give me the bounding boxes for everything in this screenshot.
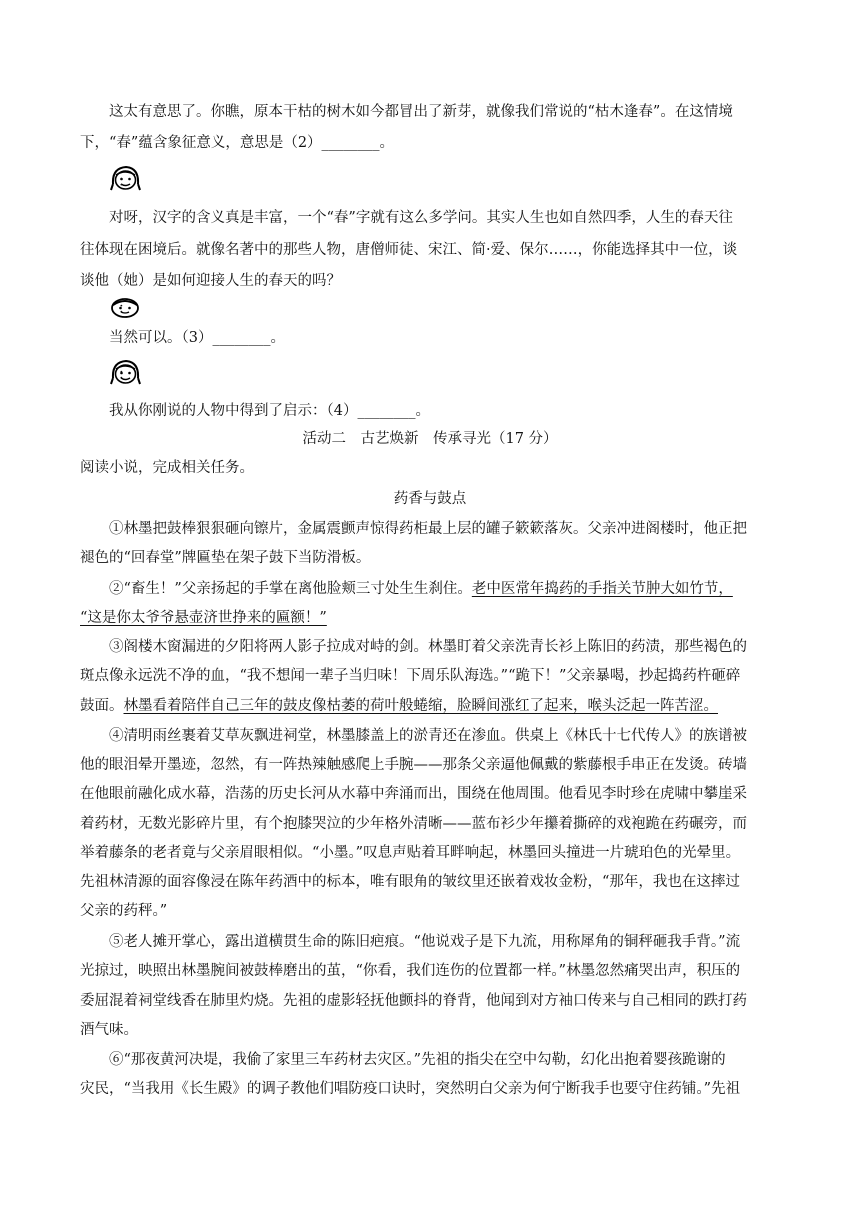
speaker-colon: ： [118, 301, 133, 317]
story-para-4-line-2: 他的眼泪晕开墨迹，忽然，有一阵热辣触感爬上手腕——那条父亲逼他佩戴的紫藤根手串正在发烫。砖墙 [80, 757, 747, 773]
dialogue-paragraph-4: 我从你刚说的人物中得到了启示：（4）________。 [109, 403, 430, 419]
story-para-3-line-3 [80, 694, 780, 718]
story-para-4-line-4: 着药材，无数光影碎片里，有个抱膝哭泣的少年格外清晰——蓝布衫少年攥着撕碎的戏袍跪在药碾旁，而 [80, 816, 747, 832]
story-para-5-line-1: ⑤老人摊开掌心，露出道横贯生命的陈旧疤痕。“他说戏子是下九流，用称犀角的铜秤砸我手背。”流 [109, 934, 741, 950]
story-para-1-line-2: 褪色的“回春堂”牌匾垫在架子鼓下当防滑板。 [80, 550, 371, 566]
dialogue-paragraph-1-line-1: 这太有意思了。你瞧，原本干枯的树木如今都冒出了新芽，就像我们常说的“枯木逢春”。在这情境 [109, 104, 733, 120]
speaker-colon: ： [118, 174, 133, 190]
activity-title: 活动二 古艺焕新 传承寻光（17 分） [302, 431, 558, 447]
underlined-sentence: 林墨看着陪伴自己三年的鼓皮像枯萎的荷叶般蜷缩，脸瞬间涨红了起来，喉头泛起一阵苦涩。 [123, 698, 718, 714]
dialogue-paragraph-3: 当然可以。（3）________。 [109, 330, 285, 346]
underlined-sentence: 老中医常年捣药的手指关节肿大如竹节， [471, 581, 733, 597]
story-para-1-line-1: ①林墨把鼓棒狠狠砸向镲片，金属震颤声惊得药柜最上层的罐子簌簌落灰。父亲冲进阁楼时，他正把 [109, 521, 747, 537]
activity-instruction: 阅读小说，完成相关任务。 [80, 460, 254, 476]
story-para-5-line-4: 酒气味。 [80, 1022, 138, 1038]
story-para-2-line-2-underlined: “这是你太爷爷悬壶济世挣来的匾额！” [80, 610, 327, 626]
dialogue-paragraph-2-line-1: 对呀，汉字的含义真是丰富，一个“春”字就有这么多学问。其实人生也如自然四季，人生的春天往 [109, 210, 733, 226]
story-para-5-line-3: 委屈混着祠堂线香在肺里灼烧。先祖的虚影轻抚他颤抖的脊背，他闻到对方袖口传来与自己相同的跌打药 [80, 993, 747, 1009]
story-para-2-text: ②“畜生！”父亲扬起的手掌在离他脸颊三寸处生生刹住。 [109, 581, 472, 597]
dialogue-paragraph-2-line-3: 谈他（她）是如何迎接人生的春天的吗？ [80, 273, 341, 289]
story-para-5-line-2: 光掠过，映照出林墨腕间被鼓棒磨出的茧，“你看，我们连伤的位置都一样。”林墨忽然痛哭出声，积压的 [80, 963, 741, 979]
story-para-2-line-1 [80, 577, 780, 601]
story-para-6-line-2: 灾民，“当我用《长生殿》的调子教他们唱防疫口诀时，突然明白父亲为何宁断我手也要守住药铺。”先祖 [80, 1081, 741, 1097]
story-para-3-line-1: ③阁楼木窗漏进的夕阳将两人影子拉成对峙的剑。林墨盯着父亲洗青长衫上陈旧的药渍，那些褐色的 [109, 639, 747, 655]
story-para-3-text: 鼓面。 [80, 698, 124, 714]
story-para-4-line-7: 父亲的药秤。” [80, 903, 168, 919]
story-para-4-line-1: ④清明雨丝裹着艾草灰飘进祠堂，林墨膝盖上的淤青还在渗血。供桌上《林氏十七代传人》的族谱被 [109, 728, 747, 744]
speaker-colon: ： [118, 367, 133, 383]
story-para-4-line-5: 举着藤条的老者竟与父亲眉眼相似。“小墨。”叹息声贴着耳畔响起，林墨回头撞进一片琥珀色的光晕里。 [80, 845, 741, 861]
story-para-6-line-1: ⑥“那夜黄河决堤，我偷了家里三车药材去灾区。”先祖的指尖在空中勾勒，幻化出抱着婴孩跪谢的 [109, 1052, 726, 1068]
story-title: 药香与鼓点 [393, 491, 467, 507]
story-para-3-line-2: 斑点像永远洗不净的血，“我不想闻一辈子当归味！下周乐队海选。”“跪下！”父亲暴喝，抄起捣药杵砸碎 [80, 668, 741, 684]
story-para-4-line-3: 在他眼前融化成水幕，浩荡的历史长河从水幕中奔涌而出，围绕在他周围。他看见李时珍在虎啸中攀崖采 [80, 786, 747, 802]
story-para-4-line-6: 先祖林清源的面容像浸在陈年药酒中的标本，唯有眼角的皱纹里还嵌着戏妆金粉，“那年，我也在这摔过 [80, 874, 740, 890]
dialogue-paragraph-1-line-2: 下，“春”蕴含象征意义，意思是（2）________。 [80, 135, 395, 151]
dialogue-paragraph-2-line-2: 往体现在困境后。就像名著中的那些人物，唐僧师徒、宋江、简·爱、保尔……，你能选择其中一位，谈 [80, 242, 738, 258]
